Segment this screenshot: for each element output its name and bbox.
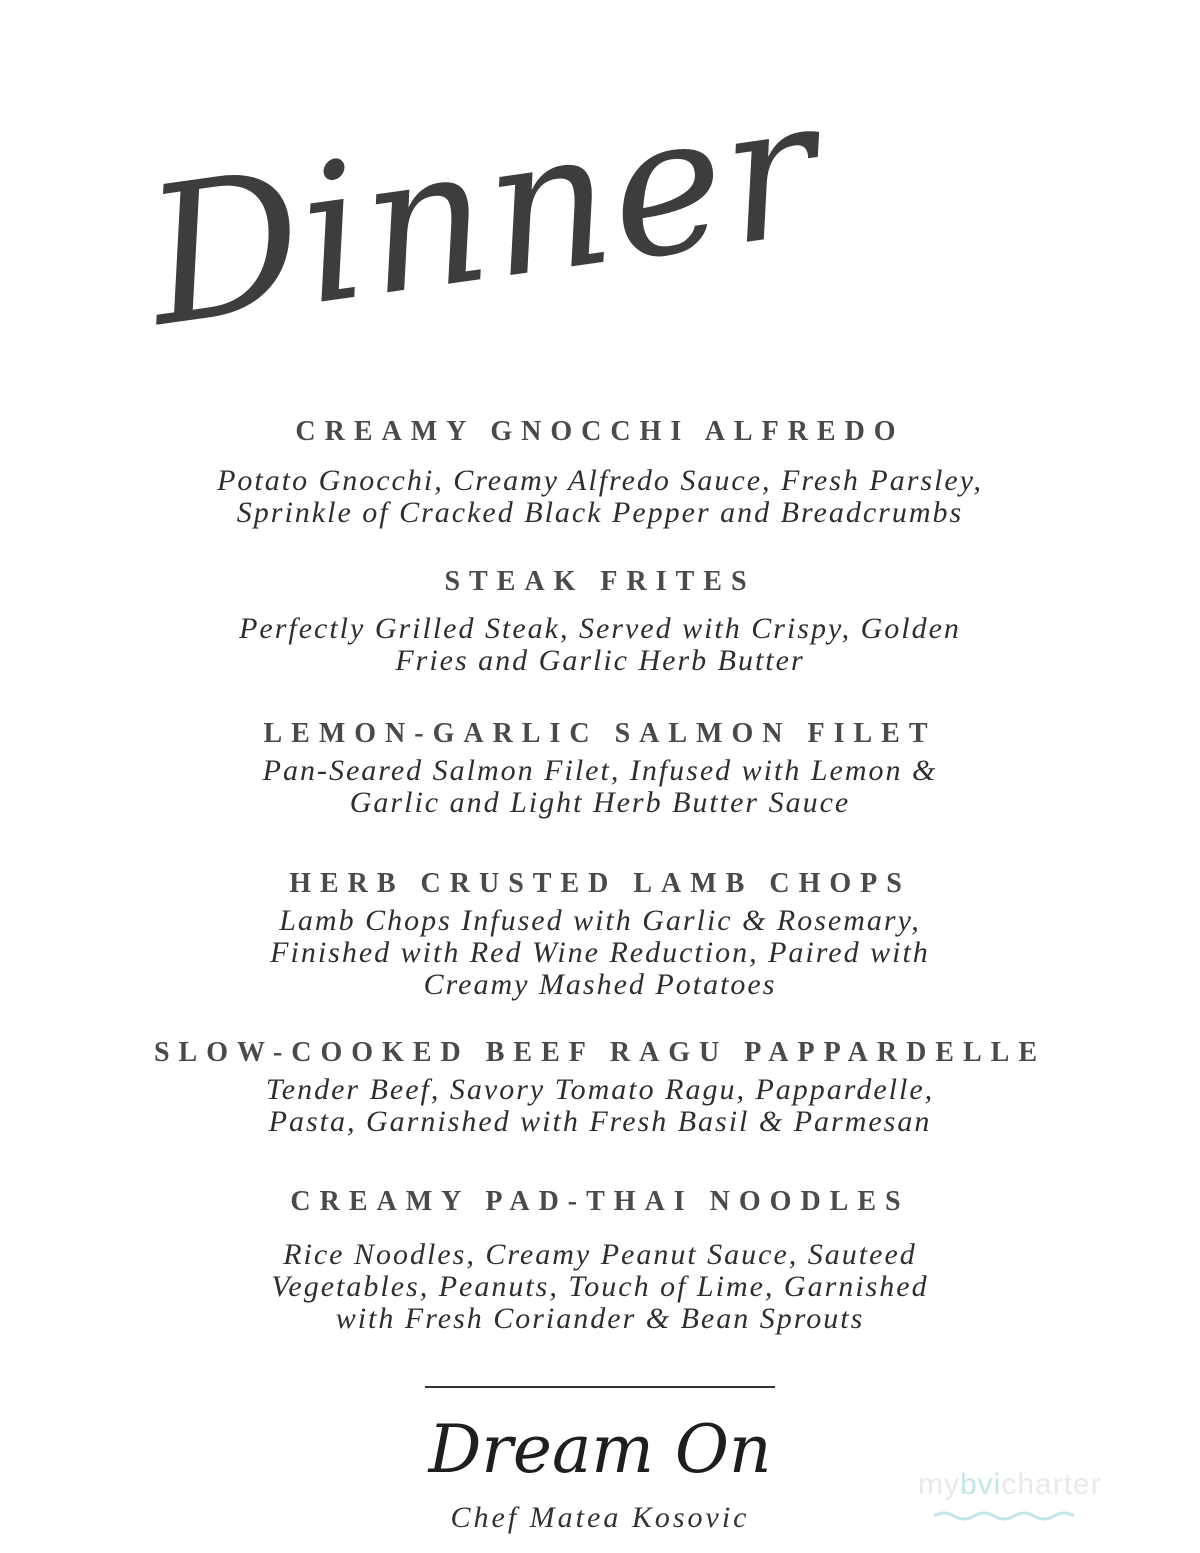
dish-name: STEAK FRITES — [444, 566, 756, 597]
dish-name: CREAMY GNOCCHI ALFREDO — [295, 416, 905, 447]
chef-name: Chef Matea Kosovic — [450, 1501, 750, 1534]
watermark-prefix: my — [918, 1468, 960, 1501]
dish-description: Lamb Chops Infused with Garlic & Rosemary, Finished with Red Wine Reduction, Paired with Creamy Mashed Potatoes — [270, 904, 930, 1001]
watermark-text — [918, 1468, 1102, 1502]
menu-item-pad-thai — [0, 1185, 1200, 1335]
menu-title: Dinner — [134, 56, 832, 369]
menu-item-gnocchi — [0, 415, 1200, 529]
dish-name: LEMON-GARLIC SALMON FILET — [263, 718, 937, 749]
dish-name: SLOW-COOKED BEEF RAGU PAPPARDELLE — [153, 1037, 1047, 1068]
footer-divider — [425, 1386, 775, 1388]
signature: Dream On — [428, 1411, 772, 1488]
dish-description: Rice Noodles, Creamy Peanut Sauce, Sauteed Vegetables, Peanuts, Touch of Lime, Garnished with Fresh Coriander & Bean Sprouts — [271, 1238, 929, 1335]
dish-description: Pan-Seared Salmon Filet, Infused with Lemon & Garlic and Light Herb Butter Sauce — [262, 754, 938, 819]
watermark-highlight: bvi — [960, 1468, 1002, 1501]
waves-icon — [934, 1508, 1074, 1524]
dish-description: Perfectly Grilled Steak, Served with Crispy, Golden Fries and Garlic Herb Butter — [239, 612, 961, 677]
watermark-suffix: charter — [1001, 1468, 1102, 1501]
menu-item-salmon — [0, 717, 1200, 819]
dish-description: Tender Beef, Savory Tomato Ragu, Pappardelle, Pasta, Garnished with Fresh Basil & Parmesan — [265, 1073, 935, 1138]
watermark-logo — [918, 1468, 1178, 1528]
menu-item-beef-ragu — [0, 1036, 1200, 1138]
menu-item-lamb-chops — [0, 867, 1200, 1001]
dish-name: CREAMY PAD-THAI NOODLES — [290, 1186, 910, 1217]
dish-description: Potato Gnocchi, Creamy Alfredo Sauce, Fresh Parsley, Sprinkle of Cracked Black Pepper and Breadcrumbs — [217, 464, 983, 529]
dish-name: HERB CRUSTED LAMB CHOPS — [289, 868, 911, 899]
menu-item-steak-frites — [0, 565, 1200, 677]
